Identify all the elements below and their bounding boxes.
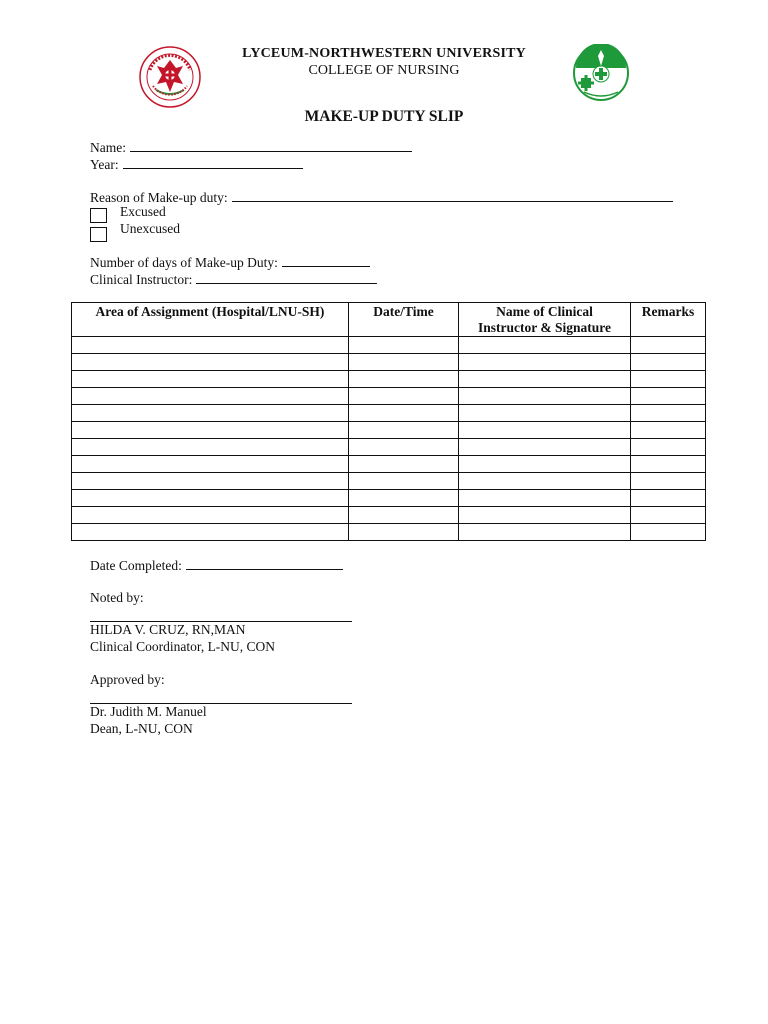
excused-label: Excused: [120, 204, 166, 219]
datetime-cell[interactable]: [349, 473, 459, 490]
table-row: [72, 456, 706, 473]
remarks-cell[interactable]: [631, 456, 706, 473]
noted-by-label: Noted by:: [90, 590, 144, 605]
col-instructor-header-line1: Name of Clinical: [496, 304, 593, 319]
noted-name: HILDA V. CRUZ, RN,MAN: [90, 622, 246, 637]
days-field[interactable]: [90, 254, 370, 271]
university-name: LYCEUM-NORTHWESTERN UNIVERSITY: [242, 46, 526, 61]
days-blank[interactable]: [282, 254, 370, 267]
area-cell[interactable]: [72, 524, 349, 541]
year-field[interactable]: [90, 156, 303, 173]
area-cell[interactable]: [72, 507, 349, 524]
instructor-label: Clinical Instructor:: [90, 272, 193, 287]
area-cell[interactable]: [72, 490, 349, 507]
approved-by-label: Approved by:: [90, 672, 165, 687]
table-row: [72, 473, 706, 490]
date-completed-field[interactable]: [90, 557, 343, 574]
remarks-cell[interactable]: [631, 524, 706, 541]
datetime-cell[interactable]: [349, 524, 459, 541]
instructor-cell[interactable]: [459, 524, 631, 541]
remarks-cell[interactable]: [631, 490, 706, 507]
datetime-cell[interactable]: [349, 439, 459, 456]
instructor-cell[interactable]: [459, 405, 631, 422]
remarks-cell[interactable]: [631, 405, 706, 422]
instructor-cell[interactable]: [459, 507, 631, 524]
instructor-cell[interactable]: [459, 388, 631, 405]
unexcused-checkbox[interactable]: [90, 227, 107, 242]
remarks-cell[interactable]: [631, 354, 706, 371]
year-label: Year:: [90, 157, 119, 172]
area-cell[interactable]: [72, 456, 349, 473]
table-row: [72, 337, 706, 354]
table-header-row: [72, 303, 706, 337]
area-cell[interactable]: [72, 354, 349, 371]
col-instructor-header: [459, 303, 631, 337]
datetime-cell[interactable]: [349, 507, 459, 524]
page-title: MAKE-UP DUTY SLIP: [304, 108, 464, 125]
col-datetime-header: Date/Time: [349, 303, 459, 337]
datetime-cell[interactable]: [349, 490, 459, 507]
college-name: COLLEGE OF NURSING: [308, 63, 460, 78]
instructor-cell[interactable]: [459, 473, 631, 490]
instructor-field[interactable]: [90, 271, 377, 288]
table-row: [72, 405, 706, 422]
remarks-cell[interactable]: [631, 422, 706, 439]
year-blank[interactable]: [123, 156, 303, 169]
datetime-cell[interactable]: [349, 405, 459, 422]
table-row: [72, 524, 706, 541]
table-row: [72, 371, 706, 388]
unexcused-label: Unexcused: [120, 221, 180, 236]
table-row: [72, 507, 706, 524]
days-label: Number of days of Make-up Duty:: [90, 255, 278, 270]
area-cell[interactable]: [72, 473, 349, 490]
area-cell[interactable]: [72, 371, 349, 388]
area-cell[interactable]: [72, 422, 349, 439]
datetime-cell[interactable]: [349, 337, 459, 354]
date-completed-label: Date Completed:: [90, 558, 182, 573]
table-body: [72, 337, 706, 541]
area-cell[interactable]: [72, 337, 349, 354]
remarks-cell[interactable]: [631, 337, 706, 354]
table-row: [72, 490, 706, 507]
table-row: [72, 388, 706, 405]
instructor-cell[interactable]: [459, 337, 631, 354]
name-blank[interactable]: [130, 139, 412, 152]
remarks-cell[interactable]: [631, 371, 706, 388]
area-cell[interactable]: [72, 405, 349, 422]
date-completed-blank[interactable]: [186, 557, 343, 570]
table-row: [72, 439, 706, 456]
datetime-cell[interactable]: [349, 354, 459, 371]
datetime-cell[interactable]: [349, 456, 459, 473]
instructor-cell[interactable]: [459, 354, 631, 371]
col-area-header: Area of Assignment (Hospital/LNU-SH): [72, 303, 349, 337]
reason-label: Reason of Make-up duty:: [90, 190, 228, 205]
approved-title: Dean, L-NU, CON: [90, 721, 193, 736]
name-label: Name:: [90, 140, 126, 155]
datetime-cell[interactable]: [349, 422, 459, 439]
approved-name: Dr. Judith M. Manuel: [90, 704, 207, 719]
area-cell[interactable]: [72, 388, 349, 405]
remarks-cell[interactable]: [631, 507, 706, 524]
name-field[interactable]: [90, 139, 412, 156]
instructor-cell[interactable]: [459, 456, 631, 473]
noted-title: Clinical Coordinator, L-NU, CON: [90, 639, 276, 654]
instructor-cell[interactable]: [459, 422, 631, 439]
col-instructor-header-line2: Instructor & Signature: [477, 320, 611, 335]
datetime-cell[interactable]: [349, 371, 459, 388]
area-cell[interactable]: [72, 439, 349, 456]
remarks-cell[interactable]: [631, 473, 706, 490]
reason-field[interactable]: [90, 189, 673, 206]
remarks-cell[interactable]: [631, 439, 706, 456]
reason-blank[interactable]: [232, 189, 673, 202]
instructor-cell[interactable]: [459, 371, 631, 388]
instructor-cell[interactable]: [459, 490, 631, 507]
table-row: [72, 422, 706, 439]
table-row: [72, 354, 706, 371]
instructor-cell[interactable]: [459, 439, 631, 456]
assignment-table: [71, 302, 706, 541]
col-remarks-header: Remarks: [631, 303, 706, 337]
excused-checkbox[interactable]: [90, 208, 107, 223]
datetime-cell[interactable]: [349, 388, 459, 405]
remarks-cell[interactable]: [631, 388, 706, 405]
instructor-blank[interactable]: [196, 271, 377, 284]
